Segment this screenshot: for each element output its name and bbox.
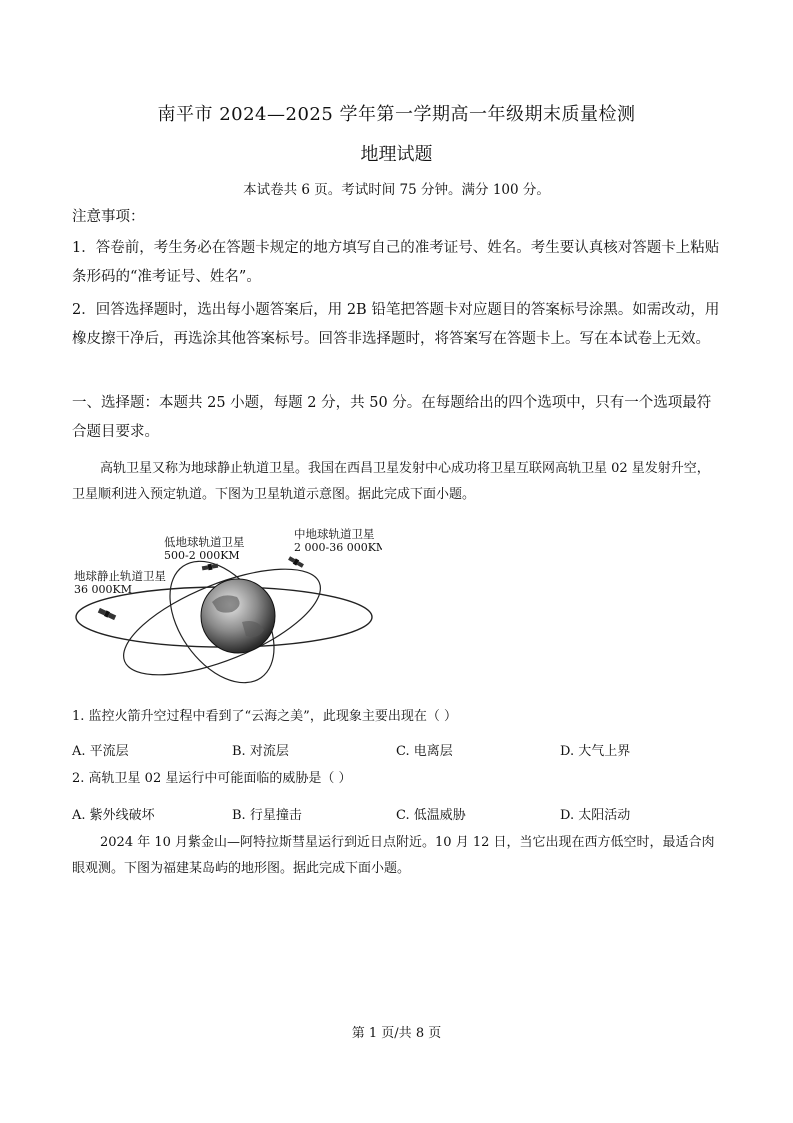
notes-item-2: 2．回答选择题时，选出每小题答案后，用 2B 铅笔把答题卡对应题目的答案标号涂黑。如需改动，用橡皮擦干净后，再选涂其他答案标号。回答非选择题时，将答案写在答题卡上。写在本试卷上无效。 [72, 302, 720, 347]
label-mid-orbit-name: 中地球轨道卫星 [294, 527, 375, 541]
question-2-options [72, 804, 722, 826]
question-2-stem: 2. 高轨卫星 02 星运行中可能面临的威胁是（ ） [72, 771, 352, 786]
label-low-orbit-range: 500-2 000KM [164, 549, 240, 562]
label-geo-orbit-range: 36 000KM [74, 583, 132, 596]
question-1-stem: 1. 监控火箭升空过程中看到了“云海之美”，此现象主要出现在（ ） [72, 709, 457, 724]
page-number: 第 1 页/共 8 页 [351, 1026, 442, 1041]
satellite-orbit-figure [72, 522, 382, 692]
earth-globe [201, 579, 275, 653]
geo-satellite-icon [98, 607, 117, 620]
label-mid-orbit-range: 2 000-36 000KM [294, 541, 382, 554]
q2-option-b: B. 行星撞击 [232, 808, 302, 823]
q2-option-c: C. 低温威胁 [396, 808, 466, 823]
question-1-options [72, 740, 722, 762]
exam-title: 南平市 2024—2025 学年第一学期高一年级期末质量检测 [157, 104, 636, 125]
q1-option-c: C. 电离层 [396, 744, 453, 759]
q2-option-a: A. 紫外线破坏 [72, 808, 155, 823]
section-1-heading: 一、选择题：本题共 25 小题，每题 2 分，共 50 分。在每题给出的四个选项中，只有一个选项最符合题目要求。 [72, 395, 712, 440]
q1-option-a: A. 平流层 [72, 744, 129, 759]
orbit-diagram [72, 522, 382, 692]
notes-item-1: 1．答卷前，考生务必在答题卡规定的地方填写自己的准考证号、姓名。考生要认真核对答题卡上粘贴条形码的“准考证号、姓名”。 [72, 240, 720, 285]
mid-orbit-satellite-icon [288, 555, 305, 568]
q1-option-d: D. 大气上界 [560, 744, 631, 759]
low-orbit-satellite-icon [202, 563, 219, 572]
q2-option-d: D. 太阳活动 [560, 808, 631, 823]
passage-2: 2024 年 10 月紫金山—阿特拉斯彗星运行到近日点附近。10 月 12 日，当它出现在西方低空时，最适合肉眼观测。下图为福建某岛屿的地形图。据此完成下面小题。 [72, 835, 715, 876]
label-geo-orbit-name: 地球静止轨道卫星 [74, 569, 166, 583]
label-low-orbit-name: 低地球轨道卫星 [164, 535, 245, 549]
exam-subtitle: 地理试题 [360, 144, 433, 165]
passage-1: 高轨卫星又称为地球静止轨道卫星。我国在西昌卫星发射中心成功将卫星互联网高轨卫星 02 星发射升空，卫星顺利进入预定轨道。下图为卫星轨道示意图。据此完成下面小题。 [72, 461, 710, 502]
notes-heading: 注意事项： [72, 209, 145, 225]
exam-intro: 本试卷共 6 页。考试时间 75 分钟。满分 100 分。 [243, 182, 550, 198]
q1-option-b: B. 对流层 [232, 744, 289, 759]
